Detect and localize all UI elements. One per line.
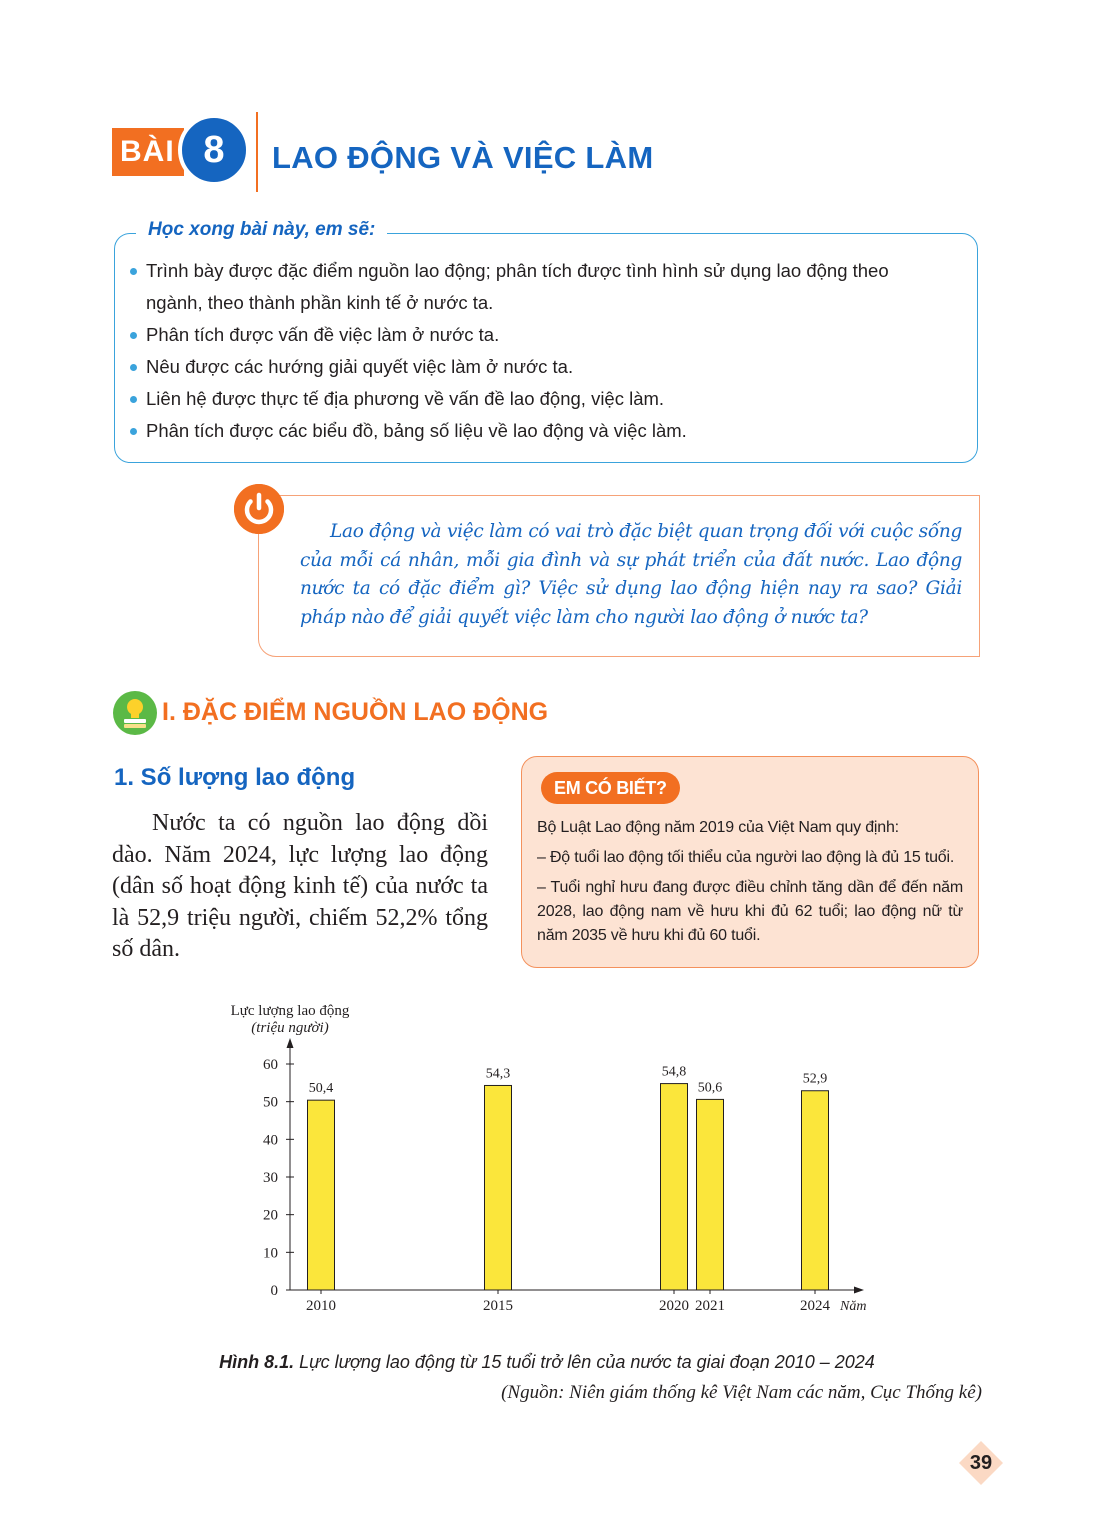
chart-bar xyxy=(308,1100,335,1290)
lesson-title: LAO ĐỘNG VÀ VIỆC LÀM xyxy=(272,140,654,175)
chart-bar xyxy=(661,1084,688,1290)
chart-x-tick-label: 2021 xyxy=(695,1298,725,1314)
chart-y-tick-label: 50 xyxy=(263,1094,278,1111)
chart-x-tick-label: 2020 xyxy=(659,1298,689,1314)
bullet-icon xyxy=(130,268,137,275)
chart-y-tick-label: 30 xyxy=(263,1170,278,1186)
header-divider xyxy=(256,112,258,192)
chart-y-tick-label: 0 xyxy=(270,1283,278,1299)
bullet-icon xyxy=(130,364,137,371)
figure-caption-text: Lực lượng lao động từ 15 tuổi trở lên của nước ta giai đoạn 2010 – 2024 xyxy=(294,1352,875,1372)
figure-caption-label: Hình 8.1. xyxy=(219,1352,295,1372)
objectives-heading: Học xong bài này, em sẽ: xyxy=(136,219,387,241)
objective-item: Nêu được các hướng giải quyết việc làm ở nước ta. xyxy=(130,351,950,383)
subsection-title: 1. Số lượng lao động xyxy=(114,764,356,791)
chart-data-label: 52,9 xyxy=(802,1071,828,1087)
chart-x-tick-label: 2015 xyxy=(483,1298,513,1314)
info-line: – Tuổi nghỉ hưu đang được điều chỉnh tăng dần để đến năm 2028, lao động nam về hưu khi đủ 62 tuổi; lao động nữ từ năm 2035 về hưu khi đủ 60 tuổi. xyxy=(537,879,963,944)
chart-x-tick-label: 2024 xyxy=(800,1298,830,1314)
objective-item: Liên hệ được thực tế địa phương về vấn đề lao động, việc làm. xyxy=(130,383,950,415)
chart-y-tick-label: 60 xyxy=(263,1057,278,1073)
labor-force-bar-chart xyxy=(210,996,900,1326)
chart-data-label: 54,3 xyxy=(485,1066,511,1082)
objective-item: Phân tích được các biểu đồ, bảng số liệu về lao động và việc làm. xyxy=(130,415,950,447)
chart-ylabel: Lực lượng lao động xyxy=(230,1003,350,1019)
chart-y-tick-label: 40 xyxy=(263,1132,278,1149)
chart-y-axis-arrow xyxy=(287,1038,294,1048)
chart-x-axis-arrow xyxy=(854,1287,864,1294)
info-line: – Độ tuổi lao động tối thiểu của người lao động là đủ 15 tuổi. xyxy=(537,849,955,866)
chart-y-tick-label: 20 xyxy=(263,1207,278,1224)
lightbulb-icon xyxy=(112,690,158,736)
figure-caption xyxy=(0,1352,1094,1373)
lesson-number: 8 xyxy=(178,114,250,186)
objective-item: Trình bày được đặc điểm nguồn lao động; phân tích được tình hình sử dụng lao động theo ngành, theo thành phần kinh tế ở nước ta. xyxy=(130,255,950,319)
bullet-icon xyxy=(130,428,137,435)
chart-data-label: 50,4 xyxy=(308,1081,334,1097)
lesson-label: BÀI xyxy=(112,128,184,176)
figure-source: (Nguồn: Niên giám thống kê Việt Nam các năm, Cục Thống kê) xyxy=(501,1382,982,1403)
bullet-icon xyxy=(130,332,137,339)
page-number: 39 xyxy=(969,1452,993,1474)
chart-yunit: (triệu người) xyxy=(251,1020,329,1036)
did-you-know-badge: EM CÓ BIẾT? xyxy=(541,772,680,804)
intro-text: Lao động và việc làm có vai trò đặc biệt quan trọng đối với cuộc sống của mỗi cá nhân, mỗi gia đình và sự phát triển của đất nước. Lao động nước ta có đặc điểm gì? Việc sử dụng lao động hiện nay ra sao? Giải pháp nào để giải quyết việc làm cho người lao động ở nước ta? xyxy=(300,521,962,628)
chart-bar xyxy=(485,1085,512,1290)
bullet-icon xyxy=(130,396,137,403)
chart-data-label: 50,6 xyxy=(697,1080,723,1096)
chart-y-tick-label: 10 xyxy=(263,1245,278,1262)
section-title: I. ĐẶC ĐIỂM NGUỒN LAO ĐỘNG xyxy=(162,698,549,726)
chart-bar xyxy=(697,1099,724,1290)
info-line: Bộ Luật Lao động năm 2019 của Việt Nam quy định: xyxy=(537,819,899,836)
body-paragraph: Nước ta có nguồn lao động dồi dào. Năm 2024, lực lượng lao động (dân số hoạt động kinh tế) của nước ta là 52,9 triệu người, chiếm 52,2% tổng số dân. xyxy=(112,810,488,962)
chart-bar xyxy=(802,1091,829,1290)
chart-x-tick-label: 2010 xyxy=(306,1298,336,1314)
objective-item: Phân tích được vấn đề việc làm ở nước ta. xyxy=(130,319,950,351)
chart-data-label: 54,8 xyxy=(661,1064,687,1080)
chart-xlabel: Năm xyxy=(840,1299,867,1314)
power-icon xyxy=(234,484,284,534)
